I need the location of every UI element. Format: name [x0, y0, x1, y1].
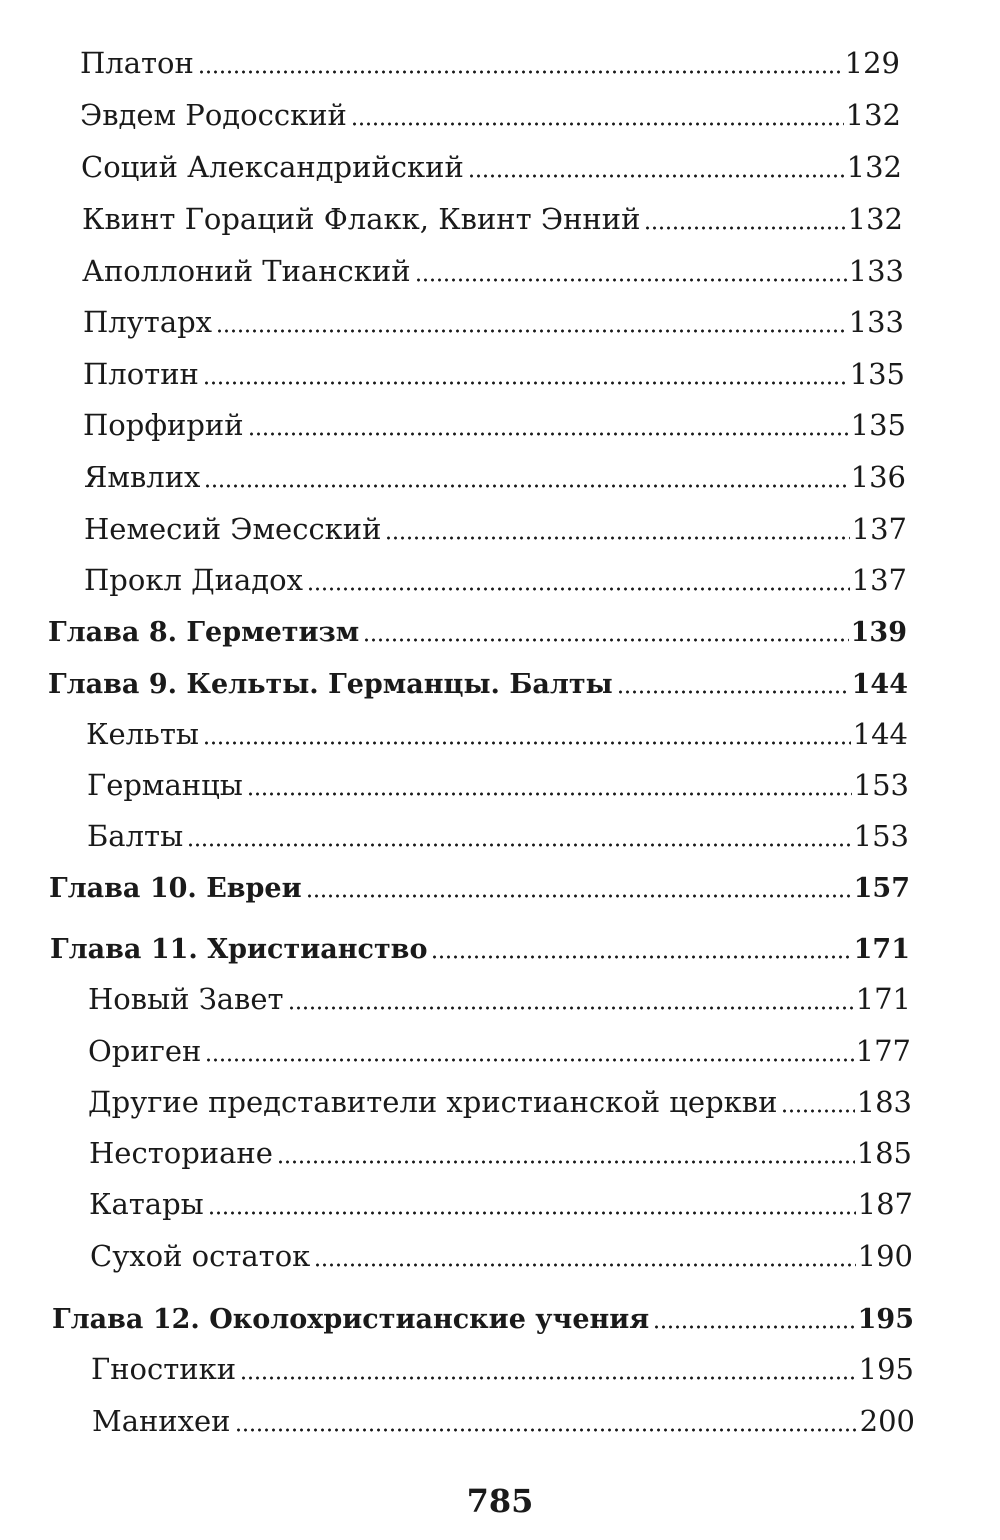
toc-entry-page: 153	[853, 768, 909, 802]
toc-entry-page: 171	[855, 982, 911, 1016]
page-number: 785	[466, 1482, 534, 1520]
toc-entry-title: Глава 8. Герметизм	[48, 617, 360, 648]
toc-entry-page: 200	[859, 1404, 915, 1438]
dot-leader	[203, 381, 848, 385]
toc-entry	[0, 974, 1000, 1014]
toc-entry-page: 183	[856, 1085, 912, 1119]
toc-entry-title: Ориген	[88, 1034, 202, 1068]
dot-leader	[204, 484, 848, 488]
toc-entry-title: Германцы	[87, 768, 243, 802]
dot-leader	[277, 1160, 855, 1164]
dot-leader	[781, 1109, 854, 1113]
toc-entry	[0, 1026, 1000, 1066]
toc-entry	[0, 1231, 1000, 1271]
toc-entry-page: 136	[850, 460, 906, 494]
toc-entry	[0, 1128, 1000, 1168]
toc-entry	[0, 246, 1000, 286]
toc-entry-page: 137	[851, 563, 907, 597]
toc-entry-title: Порфирий	[83, 408, 244, 442]
toc-entry	[0, 709, 1000, 749]
toc-entry-page: 153	[853, 819, 909, 853]
toc-entry	[0, 1344, 1000, 1384]
toc-entry-page: 135	[849, 357, 905, 391]
toc-entry	[0, 349, 1000, 389]
toc-entry-title: Гностики	[91, 1352, 237, 1386]
toc-entry-title: Немесий Эмесский	[84, 512, 382, 546]
dot-leader	[205, 1058, 853, 1062]
toc-entry-page: 129	[844, 46, 900, 80]
toc-entry-page: 177	[855, 1034, 911, 1068]
toc-entry	[0, 452, 1000, 492]
toc-entry-page: 171	[853, 934, 910, 965]
toc-entry	[0, 400, 1000, 440]
toc-entry-page: 195	[858, 1352, 914, 1386]
dot-leader	[248, 432, 849, 436]
toc-chapter-entry	[0, 923, 1000, 963]
toc-entry-page: 133	[848, 305, 904, 339]
toc-entry-page: 195	[857, 1304, 914, 1335]
toc-entry-page: 190	[857, 1239, 913, 1273]
toc-entry	[0, 1077, 1000, 1117]
toc-entry-page: 132	[845, 98, 901, 132]
dot-leader	[187, 843, 851, 847]
toc-entry-page: 139	[850, 617, 907, 648]
toc-entry-title: Соций Александрийский	[81, 150, 464, 184]
toc-entry-title: Манихеи	[92, 1404, 231, 1438]
toc-entry-title: Плотин	[83, 357, 199, 391]
toc-entry	[0, 90, 1000, 130]
toc-entry-title: Кельты	[86, 717, 199, 751]
toc-entry-title: Прокл Диадох	[84, 563, 303, 597]
dot-leader	[468, 174, 845, 178]
dot-leader	[385, 536, 849, 540]
dot-leader	[288, 1006, 854, 1010]
toc-entry	[0, 760, 1000, 800]
toc-entry	[0, 555, 1000, 595]
dot-leader	[198, 70, 843, 74]
dot-leader	[617, 690, 850, 694]
toc-entry-title: Платон	[80, 46, 194, 80]
toc-entry	[0, 38, 1000, 78]
toc-entry-page: 185	[856, 1136, 912, 1170]
toc-entry-page: 144	[851, 669, 908, 700]
dot-leader	[208, 1211, 856, 1215]
dot-leader	[653, 1325, 855, 1329]
dot-leader	[431, 955, 851, 959]
dot-leader	[363, 638, 848, 642]
toc-entry-title: Балты	[87, 819, 184, 853]
dot-leader	[415, 278, 847, 282]
dot-leader	[351, 122, 844, 126]
dot-leader	[314, 1263, 855, 1267]
toc-entry-title: Глава 11. Христианство	[50, 934, 428, 965]
toc-entry-title: Плутарх	[83, 305, 213, 339]
toc-entry-title: Эвдем Родосский	[80, 98, 347, 132]
toc-entry-page: 144	[852, 717, 908, 751]
toc-entry-page: 133	[848, 254, 904, 288]
toc-entry	[0, 194, 1000, 234]
toc-entry-title: Глава 9. Кельты. Германцы. Балты	[48, 669, 613, 700]
toc-entry-title: Сухой остаток	[90, 1239, 311, 1273]
dot-leader	[203, 741, 851, 745]
toc-entry-title: Новый Завет	[88, 982, 284, 1016]
toc-entry-title: Глава 10. Евреи	[49, 873, 302, 904]
dot-leader	[240, 1376, 857, 1380]
toc-entry	[0, 811, 1000, 851]
toc-chapter-entry	[0, 862, 1000, 902]
toc-entry-title: Аполлоний Тианский	[82, 254, 411, 288]
toc-entry	[0, 142, 1000, 182]
toc-entry-page: 137	[851, 512, 907, 546]
dot-leader	[235, 1428, 858, 1432]
dot-leader	[644, 226, 845, 230]
toc-entry-title: Катары	[89, 1187, 204, 1221]
dot-leader	[216, 329, 847, 333]
toc-entry-title: Квинт Гораций Флакк, Квинт Энний	[82, 202, 641, 236]
toc-entry	[0, 1179, 1000, 1219]
toc-entry-page: 132	[846, 150, 902, 184]
toc-entry-title: Глава 12. Околохристианские учения	[52, 1304, 650, 1335]
toc-entry-page: 135	[850, 408, 906, 442]
dot-leader	[307, 587, 850, 591]
toc-entry-title: Несториане	[89, 1136, 273, 1170]
toc-chapter-entry	[0, 606, 1000, 646]
toc-entry-title: Другие представители христианской церкви	[88, 1085, 778, 1119]
toc-chapter-entry	[0, 658, 1000, 698]
dot-leader	[247, 792, 852, 796]
toc-entry-title: Ямвлих	[84, 460, 201, 494]
toc-entry	[0, 1396, 1000, 1436]
toc-entry-page: 157	[853, 873, 910, 904]
toc-chapter-entry	[0, 1293, 1000, 1333]
toc-entry	[0, 297, 1000, 337]
toc-entry-page: 132	[847, 202, 903, 236]
toc-entry	[0, 504, 1000, 544]
dot-leader	[306, 894, 852, 898]
toc-entry-page: 187	[857, 1187, 913, 1221]
